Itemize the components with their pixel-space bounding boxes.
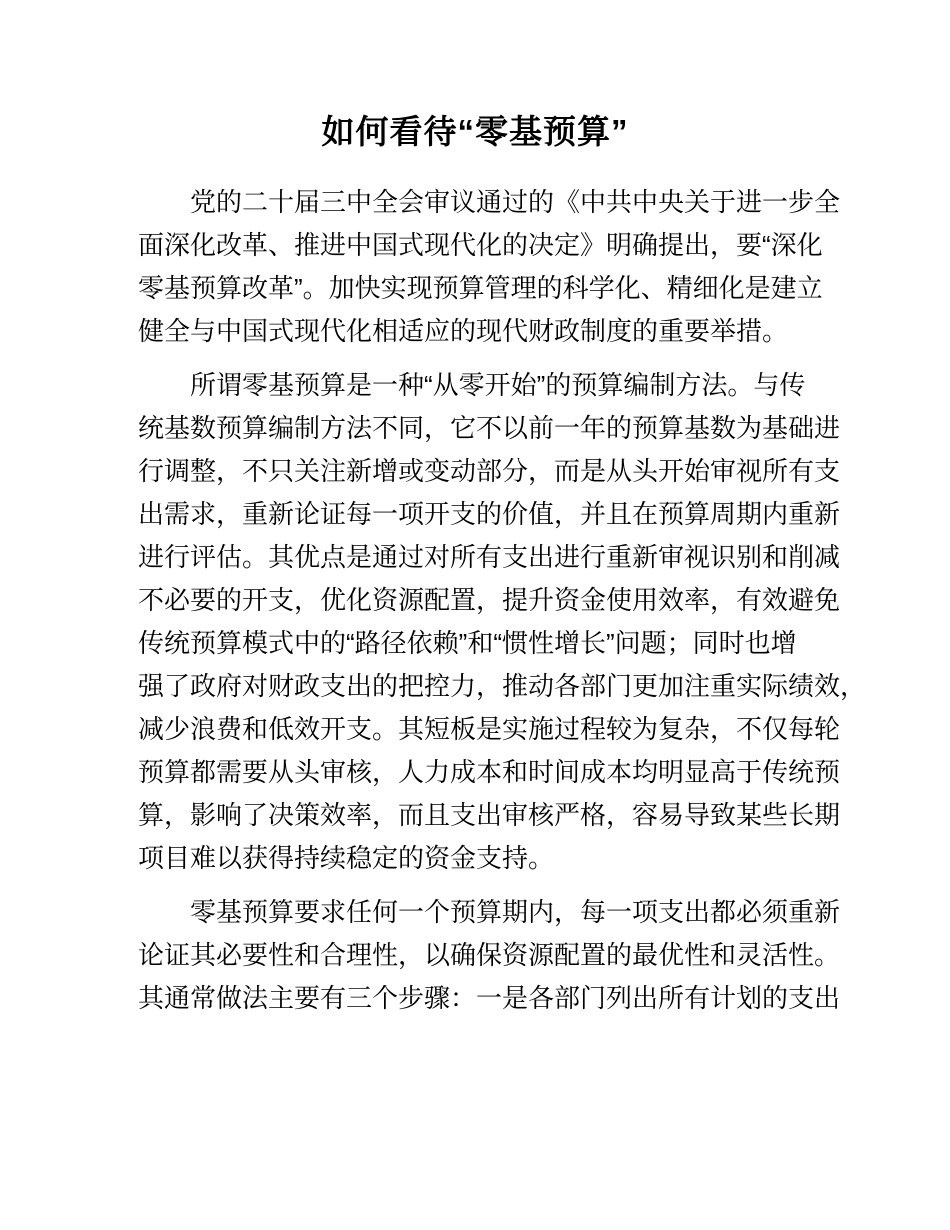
paragraph (138, 181, 841, 353)
text-line: 其通常做法主要有三个步骤：一是各部门列出所有计划的支出 (138, 983, 841, 1013)
text-line: 强了政府对财政支出的把控力，推动各部门更加注重实际绩效， (138, 671, 867, 701)
text-line: 健全与中国式现代化相适应的现代财政制度的重要举措。 (138, 316, 789, 346)
paragraph (138, 364, 867, 880)
text-line: 统基数预算编制方法不同，它不以前一年的预算基数为基础进 (138, 413, 841, 443)
text-line: 零基预算要求任何一个预算期内，每一项支出都必须重新 (190, 897, 841, 927)
text-line: 算，影响了决策效率，而且支出审核严格，容易导致某些长期 (138, 800, 841, 830)
text-line: 论证其必要性和合理性，以确保资源配置的最优性和灵活性。 (138, 940, 841, 970)
text-line: 零基预算改革”。加快实现预算管理的科学化、精细化是建立 (138, 273, 823, 303)
text-line: 预算都需要从头审核，人力成本和时间成本均明显高于传统预 (138, 757, 841, 787)
document-title: 如何看待“零基预算” (321, 113, 629, 150)
text-line: 减少浪费和低效开支。其短板是实施过程较为复杂，不仅每轮 (138, 714, 841, 744)
text-line: 行调整，不只关注新增或变动部分，而是从头开始审视所有支 (138, 456, 841, 486)
document-body (138, 181, 867, 1020)
paragraph (138, 891, 841, 1020)
text-line: 出需求，重新论证每一项开支的价值，并且在预算周期内重新 (138, 499, 841, 529)
text-line: 项目难以获得持续稳定的资金支持。 (138, 843, 555, 873)
text-line: 所谓零基预算是一种“从零开始”的预算编制方法。与传 (190, 370, 806, 400)
text-line: 党的二十届三中全会审议通过的《中共中央关于进一步全 (190, 187, 841, 217)
text-line: 传统预算模式中的“路径依赖”和“惯性增长”问题；同时也增 (138, 628, 797, 658)
text-line: 不必要的开支，优化资源配置，提升资金使用效率，有效避免 (138, 585, 841, 615)
text-line: 面深化改革、推进中国式现代化的决定》明确提出，要“深化 (138, 230, 823, 260)
text-line: 进行评估。其优点是通过对所有支出进行重新审视识别和削减 (138, 542, 841, 572)
